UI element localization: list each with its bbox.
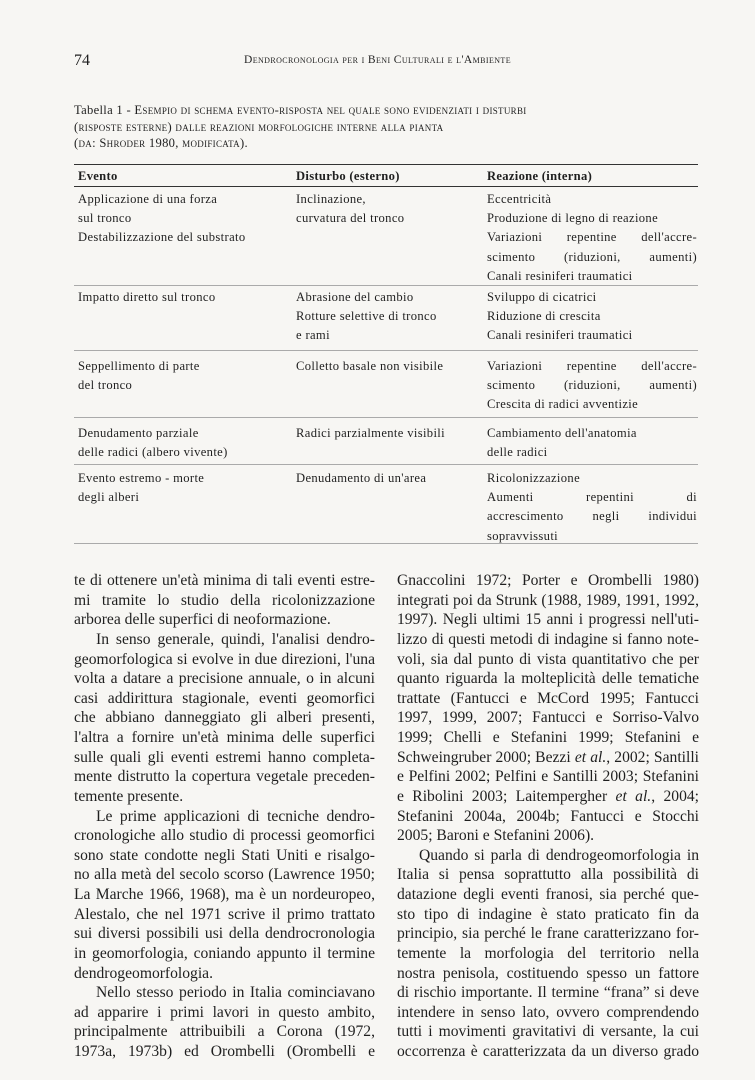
text-line: datazione degli eventi franosi, sia perché que- — [397, 886, 699, 903]
text-line: l'altra a fornire un'età minima delle superfici — [74, 729, 375, 746]
table-cell-line: Applicazione di una forza — [78, 192, 218, 206]
table-cell-line: Evento estremo - morte — [78, 471, 205, 485]
text-line: voli, sia dal punto di vista quantitativo che per — [397, 650, 699, 668]
table-cell-line: Produzione di legno di reazione — [487, 211, 659, 226]
table-row-rule — [74, 417, 698, 418]
table-caption — [74, 102, 700, 152]
caption-line: (da: Shroder 1980, modificata). — [74, 136, 248, 151]
text-line: di rischio importante. Il termine “frana” si deve — [397, 984, 699, 1002]
table-cell-line: Denudamento di un'area — [296, 471, 427, 485]
text-line: In senso generale, quindi, l'analisi dendro- — [96, 630, 375, 648]
table-cell-reazione — [487, 357, 697, 415]
text-line: Alestalo, che nel 1971 scrive il primo trattato — [74, 905, 375, 923]
caption-label: Tabella 1 - — [74, 103, 131, 117]
text-line: occorrenza è caratterizzata da un diverso grado — [397, 1043, 699, 1060]
table-cell-line: Abrasione del cambio — [296, 290, 414, 304]
table-cell-line: Impatto diretto sul tronco — [78, 290, 216, 304]
text-line: 2005; Baroni e Stefanini 2006). — [397, 827, 595, 845]
table-cell-disturbo — [296, 469, 476, 488]
table-cell-line: Riduzione di crescita — [487, 309, 601, 324]
header-reazione: Reazione (interna) — [487, 169, 593, 183]
text-line: in geomorfologia, coniando appunto il termine — [74, 944, 375, 962]
text-line: Schweingruber 2000; Bezzi et al., 2002; Santilli — [397, 748, 699, 766]
caption-line: (risposte esterne) dalle reazioni morfologiche interne alla pianta — [74, 119, 444, 134]
table-top-rule — [74, 164, 698, 165]
text-line: 1999; Chelli e Stefanini 1999; Stefanini e — [397, 729, 699, 746]
table-cell-line: scimento (riduzioni, aumenti) — [487, 378, 697, 393]
text-line: sui diversi possibili usi della dendrocronologia — [74, 925, 375, 943]
table-cell-evento — [78, 469, 278, 507]
table-cell-reazione — [487, 469, 697, 546]
text-line: 1997). Negli ultimi 15 anni i progressi nell'uti- — [397, 611, 699, 629]
table-row-rule — [74, 464, 698, 465]
text-line: 1997, 1999, 2007; Fantucci e Sorriso-Valvo — [397, 709, 699, 727]
table-cell-line: Canali resiniferi traumatici — [487, 268, 633, 283]
table-cell-line: Eccentricità — [487, 192, 552, 206]
caption-line: Esempio di schema evento-risposta nel quale sono evidenziati i disturbi — [134, 103, 527, 117]
table-cell-line: curvatura del tronco — [296, 211, 405, 226]
text-line: e Ribolini 2003; Laitempergher et al., 2004; — [397, 787, 699, 805]
table-cell-line: scimento (riduzioni, aumenti) — [487, 249, 697, 264]
table-cell-evento — [78, 190, 278, 248]
text-line: casi addirittura stagionale, eventi geomorfici — [74, 689, 375, 707]
table-cell-line: Canali resiniferi traumatici — [487, 328, 633, 343]
table-cell-line: degli alberi — [78, 490, 140, 505]
table-cell-evento — [78, 288, 278, 307]
text-line: Le prime applicazioni di tecniche dendro- — [96, 807, 375, 825]
table-cell-evento — [78, 357, 278, 395]
text-line: nostra penisola, costituendo spesso un fattore — [397, 964, 699, 982]
table-cell-line: Sviluppo di cicatrici — [487, 290, 597, 304]
text-line: Stefanini 2004a, 2004b; Fantucci e Stocchi — [397, 807, 699, 825]
header-evento: Evento — [78, 169, 118, 183]
text-line: mente distrutto la copertura vegetale preceden- — [74, 768, 375, 786]
table-cell-line: delle radici — [487, 445, 548, 460]
header-disturbo: Disturbo (esterno) — [296, 169, 400, 183]
table-cell-line: accrescimento negli individui — [487, 509, 697, 524]
text-line: mi tramite lo studio della ricolonizzazione — [74, 591, 375, 609]
text-line: temente la morfologia del territorio nella — [397, 944, 699, 962]
text-line: Quando si parla di dendrogeomorfologia in — [419, 846, 699, 864]
table-cell-line: Aumenti repentini di — [487, 490, 697, 505]
text-line: tutti i movimenti gravitativi di versante, la cui — [397, 1023, 699, 1041]
text-line: cronologiche allo studio di processi geomorfici — [74, 827, 375, 845]
text-line: 1973a, 1973b) ed Orombelli (Orombelli e — [74, 1043, 375, 1060]
text-line: integrati poi da Strunk (1988, 1989, 1991, 1992, — [397, 591, 699, 609]
table-cell-line: Colletto basale non visibile — [296, 359, 444, 373]
text-line: intendere in senso lato, ovvero comprendendo — [397, 1003, 699, 1021]
text-line: ad apparire i primi lavori in questo ambito, — [74, 1003, 375, 1021]
text-line: sto tipo di indagine è stato praticato fin da — [397, 905, 699, 923]
text-line: principalmente attribuibili a Corona (1972, — [74, 1023, 375, 1041]
table-cell-disturbo — [296, 288, 476, 346]
table-cell-line: Cambiamento dell'anatomia — [487, 426, 637, 440]
text-line: quanto riguarda la molteplicità delle tematiche — [397, 670, 699, 688]
table-cell-line: Seppellimento di parte — [78, 359, 200, 373]
right-column — [397, 571, 699, 1062]
text-line: e Pelfini 2002; Pelfini e Santilli 2003; Stefanini — [397, 768, 699, 786]
running-head: Dendrocronologia per i Beni Culturali e l'Ambiente — [244, 54, 511, 66]
table-cell-line: Variazioni repentine dell'accre- — [487, 230, 697, 245]
table-row-rule — [74, 285, 698, 286]
text-line: sulle quali gli eventi estremi hanno completa- — [74, 748, 375, 766]
table-cell-line: sopravvissuti — [487, 528, 559, 543]
text-line: lizzo di questi metodi di indagine si fanno note- — [397, 630, 699, 648]
table-header-rule — [74, 186, 698, 187]
table-cell-line: Variazioni repentine dell'accre- — [487, 359, 697, 373]
text-line: geomorfologica si evolve in due direzioni, l'una — [74, 650, 375, 668]
text-line: Gnaccolini 1972; Porter e Orombelli 1980) — [397, 572, 699, 589]
table-cell-line: del tronco — [78, 378, 133, 393]
left-column — [74, 571, 375, 1062]
table-cell-line: Inclinazione, — [296, 192, 366, 206]
table-cell-line: delle radici (albero vivente) — [78, 445, 228, 460]
text-line: principio, sia perché le frane caratterizzano for- — [397, 925, 699, 943]
table-cell-line: Ricolonizzazione — [487, 471, 581, 485]
text-line: volta a datare a precisione annuale, o in alcuni — [74, 670, 375, 688]
table-cell-line: e rami — [296, 328, 330, 343]
table-cell-line: sul tronco — [78, 211, 132, 226]
page-number: 74 — [74, 52, 90, 69]
table-cell-reazione — [487, 288, 697, 346]
table-cell-disturbo — [296, 357, 476, 376]
text-line: La Marche 1966, 1968), ma è un nordeuropeo, — [74, 886, 375, 903]
text-line: trattate (Fantucci e McCord 1995; Fantucci — [397, 689, 699, 707]
text-line: sono state condotte negli Stati Uniti e risalgo- — [74, 846, 375, 864]
text-line: arborea delle superfici di neoformazione. — [74, 611, 331, 629]
table-cell-evento — [78, 424, 278, 462]
table-cell-line: Destabilizzazione del substrato — [78, 230, 246, 245]
table-cell-line: Denudamento parziale — [78, 426, 199, 440]
text-line: te di ottenere un'età minima di tali eventi estre- — [74, 572, 375, 589]
table-cell-line: Crescita di radici avventizie — [487, 397, 639, 412]
table-row-rule — [74, 543, 698, 544]
text-line: temente presente. — [74, 787, 184, 805]
table-cell-line: Radici parzialmente visibili — [296, 426, 445, 440]
text-line: dendrogeomorfologia. — [74, 964, 214, 982]
text-line: Nello stesso periodo in Italia cominciavano — [96, 984, 375, 1002]
text-line: Italia si pensa soprattutto alla possibilità di — [397, 866, 699, 884]
table-cell-line: Rotture selettive di tronco — [296, 309, 437, 324]
table-cell-reazione — [487, 424, 697, 462]
table-cell-disturbo — [296, 190, 476, 228]
table-row-rule — [74, 350, 698, 351]
text-line: che abbiano danneggiato gli alberi presenti, — [74, 709, 375, 727]
table-cell-disturbo — [296, 424, 476, 443]
text-line: no alla metà del secolo scorso (Lawrence 1950; — [74, 866, 375, 884]
table-cell-reazione — [487, 190, 697, 286]
